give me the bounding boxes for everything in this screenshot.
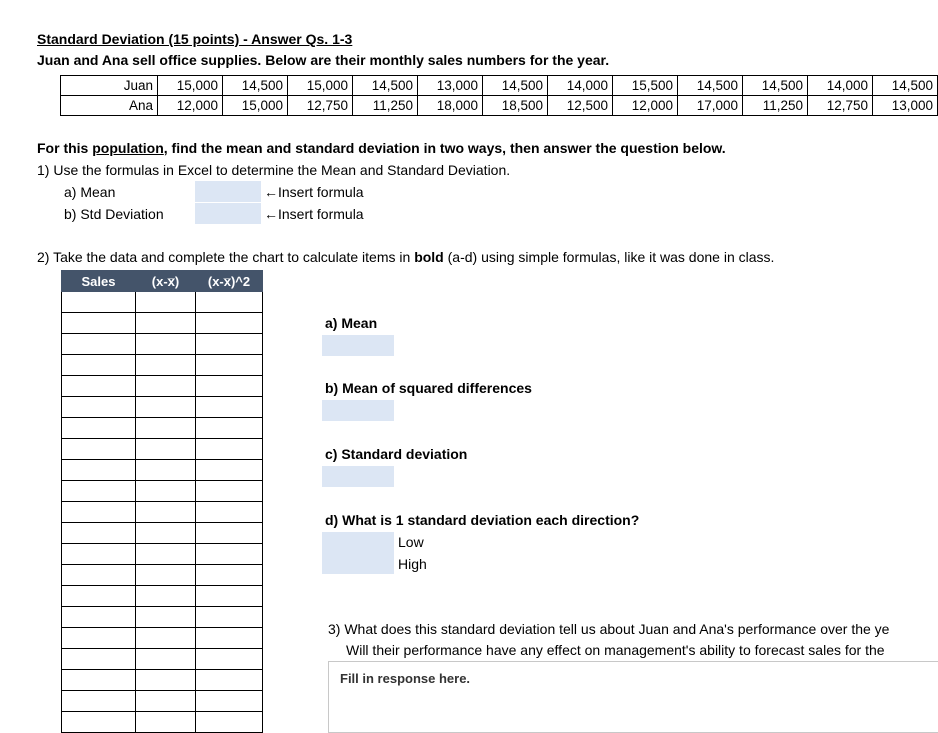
label-a-mean: a) Mean	[325, 315, 378, 331]
sales-value-cell: 15,500	[613, 76, 678, 96]
chart-cell[interactable]	[196, 418, 263, 439]
sales-value-cell: 14,500	[223, 76, 288, 96]
chart-cell[interactable]	[62, 376, 136, 397]
chart-header-deviation: (x-x̅)	[136, 271, 196, 292]
sales-value-cell: 14,500	[873, 76, 938, 96]
chart-cell[interactable]	[136, 670, 196, 691]
chart-cell[interactable]	[62, 670, 136, 691]
chart-cell[interactable]	[136, 376, 196, 397]
chart-row	[62, 628, 263, 649]
sales-value-cell: 13,000	[418, 76, 483, 96]
chart-cell[interactable]	[196, 502, 263, 523]
chart-cell[interactable]	[62, 649, 136, 670]
q1-mean-label: a) Mean	[64, 184, 116, 200]
chart-cell[interactable]	[136, 292, 196, 313]
chart-row	[62, 418, 263, 439]
q2-text	[37, 249, 774, 265]
sales-value-cell: 15,000	[288, 76, 353, 96]
label-c-std: c) Standard deviation	[325, 446, 468, 462]
sales-row	[61, 76, 938, 96]
page-title: Standard Deviation (15 points) - Answer Qs. 1-3	[37, 31, 353, 47]
chart-cell[interactable]	[62, 334, 136, 355]
chart-cell[interactable]	[196, 628, 263, 649]
chart-cell[interactable]	[136, 439, 196, 460]
chart-cell[interactable]	[62, 523, 136, 544]
chart-row	[62, 607, 263, 628]
sales-person-name: Ana	[61, 96, 158, 116]
q1-std-insert-formula: ←Insert formula	[264, 206, 364, 222]
chart-cell[interactable]	[196, 397, 263, 418]
chart-row	[62, 502, 263, 523]
sales-value-cell: 14,500	[678, 76, 743, 96]
chart-cell[interactable]	[136, 649, 196, 670]
chart-cell[interactable]	[196, 292, 263, 313]
chart-row	[62, 481, 263, 502]
chart-cell[interactable]	[62, 607, 136, 628]
chart-cell[interactable]	[62, 313, 136, 334]
sales-value-cell: 14,000	[808, 76, 873, 96]
sales-value-cell: 12,750	[288, 96, 353, 116]
chart-cell[interactable]	[62, 481, 136, 502]
chart-row	[62, 460, 263, 481]
chart-cell[interactable]	[136, 481, 196, 502]
chart-cell[interactable]	[62, 418, 136, 439]
chart-cell[interactable]	[62, 397, 136, 418]
sales-value-cell: 14,500	[743, 76, 808, 96]
chart-cell[interactable]	[136, 565, 196, 586]
sales-value-cell: 11,250	[743, 96, 808, 116]
chart-cell[interactable]	[196, 439, 263, 460]
instruction-line	[37, 140, 726, 156]
chart-cell[interactable]	[62, 460, 136, 481]
sales-value-cell: 12,500	[548, 96, 613, 116]
q1-mean-insert-formula: ←Insert formula	[264, 184, 364, 200]
chart-cell[interactable]	[136, 397, 196, 418]
chart-row	[62, 670, 263, 691]
chart-cell[interactable]	[136, 523, 196, 544]
chart-cell[interactable]	[62, 691, 136, 712]
chart-cell[interactable]	[196, 376, 263, 397]
sales-value-cell: 14,000	[548, 76, 613, 96]
chart-cell[interactable]	[62, 586, 136, 607]
chart-row	[62, 439, 263, 460]
chart-cell[interactable]	[62, 355, 136, 376]
label-d-range: d) What is 1 standard deviation each direction?	[325, 512, 640, 528]
chart-cell[interactable]	[136, 313, 196, 334]
chart-cell[interactable]	[196, 691, 263, 712]
input-a-mean[interactable]	[322, 335, 394, 356]
sales-table	[60, 75, 938, 116]
q1-std-input[interactable]	[195, 203, 261, 224]
sales-value-cell: 11,250	[353, 96, 418, 116]
chart-cell[interactable]	[196, 355, 263, 376]
response-box[interactable]	[328, 661, 938, 733]
chart-cell[interactable]	[136, 355, 196, 376]
chart-cell[interactable]	[136, 334, 196, 355]
instruction-population: population	[92, 140, 164, 156]
q2-suffix: (a-d) using simple formulas, like it was done in class.	[443, 249, 775, 265]
chart-cell[interactable]	[196, 481, 263, 502]
chart-cell[interactable]	[196, 544, 263, 565]
chart-row	[62, 523, 263, 544]
chart-cell[interactable]	[196, 313, 263, 334]
chart-cell[interactable]	[136, 691, 196, 712]
chart-row	[62, 649, 263, 670]
sales-value-cell: 14,500	[483, 76, 548, 96]
chart-row	[62, 691, 263, 712]
chart-cell[interactable]	[196, 334, 263, 355]
instruction-prefix: For this	[37, 140, 93, 156]
chart-cell[interactable]	[136, 460, 196, 481]
chart-row	[62, 397, 263, 418]
chart-cell[interactable]	[136, 628, 196, 649]
chart-cell[interactable]	[136, 502, 196, 523]
sales-value-cell: 17,000	[678, 96, 743, 116]
q1-mean-input[interactable]	[195, 181, 261, 202]
chart-cell[interactable]	[62, 439, 136, 460]
chart-cell[interactable]	[196, 670, 263, 691]
chart-row	[62, 376, 263, 397]
label-low: Low	[398, 534, 424, 550]
chart-row	[62, 544, 263, 565]
sales-value-cell: 12,000	[613, 96, 678, 116]
q2-prefix: 2) Take the data and complete the chart to calculate items in	[37, 249, 415, 265]
q2-bold: bold	[414, 249, 444, 265]
chart-row	[62, 313, 263, 334]
sales-value-cell: 18,500	[483, 96, 548, 116]
sales-value-cell: 15,000	[158, 76, 223, 96]
chart-cell[interactable]	[62, 565, 136, 586]
instruction-suffix: , find the mean and standard deviation in two ways, then answer the question below.	[163, 140, 726, 156]
chart-header-sales: Sales	[62, 271, 136, 292]
chart-cell[interactable]	[62, 712, 136, 733]
sales-value-cell: 14,500	[353, 76, 418, 96]
chart-cell[interactable]	[136, 586, 196, 607]
chart-cell[interactable]	[62, 544, 136, 565]
chart-cell[interactable]	[196, 712, 263, 733]
input-d-range[interactable]	[322, 532, 394, 574]
chart-cell[interactable]	[196, 523, 263, 544]
chart-row	[62, 292, 263, 313]
chart-cell[interactable]	[196, 649, 263, 670]
q1-std-label: b) Std Deviation	[64, 206, 164, 222]
chart-row	[62, 334, 263, 355]
q1-text: 1) Use the formulas in Excel to determine the Mean and Standard Deviation.	[37, 162, 511, 178]
chart-cell[interactable]	[196, 565, 263, 586]
chart-cell[interactable]	[196, 586, 263, 607]
chart-row	[62, 355, 263, 376]
chart-cell[interactable]	[136, 544, 196, 565]
chart-row	[62, 565, 263, 586]
label-b-mean-squared: b) Mean of squared differences	[325, 380, 532, 396]
chart-header-squared: (x-x̅)^2	[196, 271, 263, 292]
q3-line-2: Will their performance have any effect on management's ability to forecast sales for the	[346, 642, 885, 658]
chart-row	[62, 586, 263, 607]
chart-cell[interactable]	[196, 607, 263, 628]
chart-cell[interactable]	[62, 628, 136, 649]
sales-person-name: Juan	[61, 76, 158, 96]
sales-value-cell: 13,000	[873, 96, 938, 116]
input-b-mean-squared[interactable]	[322, 400, 394, 421]
label-high: High	[398, 556, 427, 572]
intro-text: Juan and Ana sell office supplies. Below are their monthly sales numbers for the year.	[37, 52, 610, 68]
sales-value-cell: 12,750	[808, 96, 873, 116]
sales-value-cell: 18,000	[418, 96, 483, 116]
chart-cell[interactable]	[196, 460, 263, 481]
chart-cell[interactable]	[136, 418, 196, 439]
input-c-std[interactable]	[322, 466, 394, 487]
sales-row	[61, 96, 938, 116]
chart-cell[interactable]	[62, 502, 136, 523]
chart-cell[interactable]	[136, 607, 196, 628]
chart-row	[62, 712, 263, 733]
q3-line-1: 3) What does this standard deviation tell us about Juan and Ana's performance over the ye	[328, 621, 890, 637]
chart-cell[interactable]	[136, 712, 196, 733]
response-placeholder: Fill in response here.	[340, 671, 471, 686]
sales-value-cell: 15,000	[223, 96, 288, 116]
sales-value-cell: 12,000	[158, 96, 223, 116]
chart-cell[interactable]	[62, 292, 136, 313]
work-chart	[61, 270, 263, 733]
